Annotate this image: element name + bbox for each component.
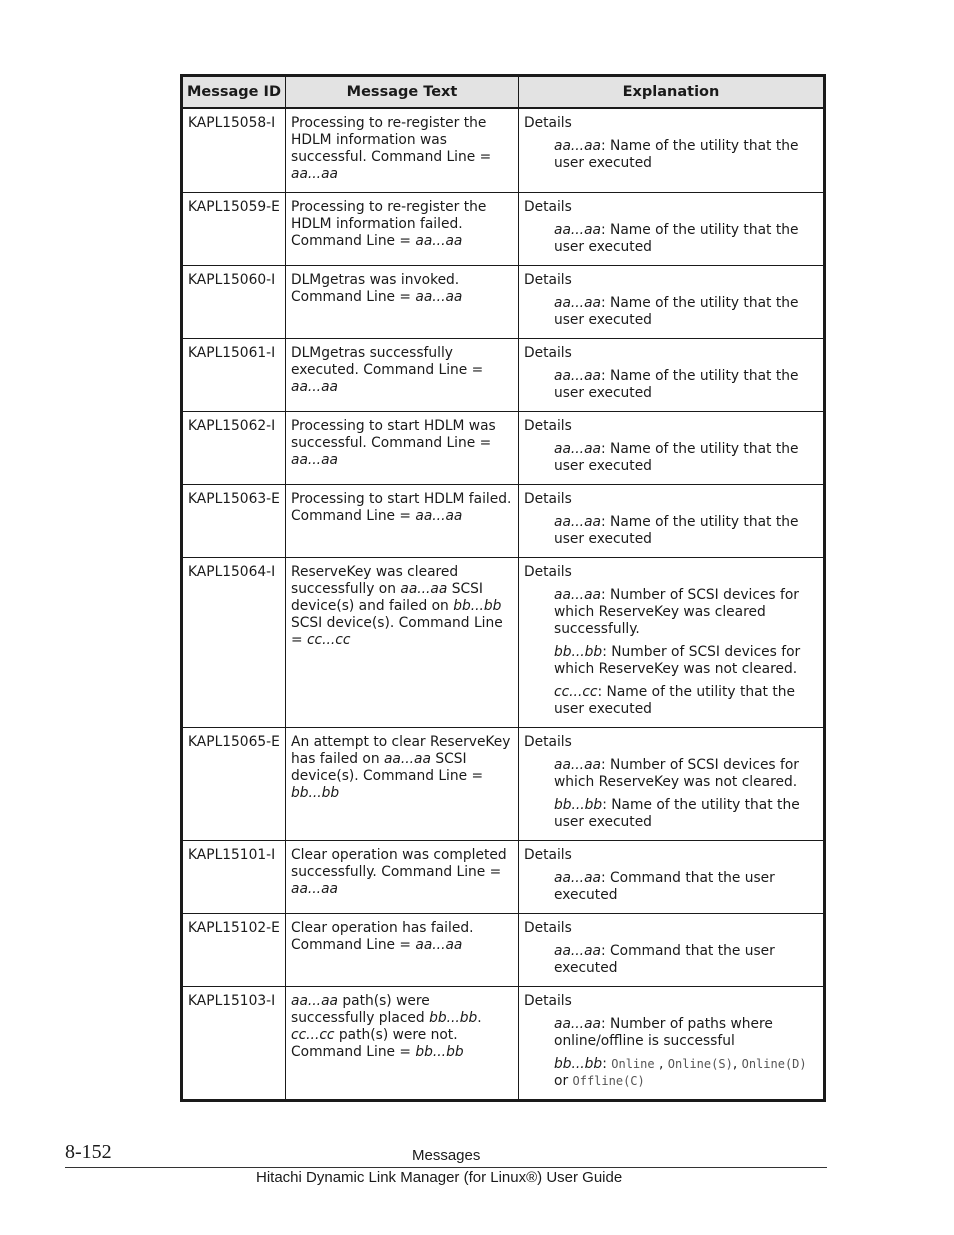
variable-text: aa...aa (291, 166, 338, 182)
message-text-cell (286, 412, 519, 485)
text-run: SCSI device(s) and failed on (291, 581, 483, 614)
message-id-cell: KAPL15058-I (182, 108, 286, 193)
variable-text: bb...bb (453, 598, 502, 614)
explanation-item (554, 1016, 818, 1050)
explanation-cell (519, 339, 825, 412)
message-id-cell: KAPL15101-I (182, 841, 286, 914)
variable-text: aa...aa (554, 441, 601, 457)
code-value: Online(D) (741, 1057, 807, 1071)
text-run: . (477, 1010, 482, 1026)
message-id-cell: KAPL15061-I (182, 339, 286, 412)
text-run: , (732, 1056, 742, 1072)
header-explanation: Explanation (519, 76, 825, 109)
variable-text: cc...cc (554, 684, 598, 700)
code-value: Offline(C) (572, 1074, 645, 1088)
table-row (182, 266, 825, 339)
table-row (182, 841, 825, 914)
text-run: or (554, 1073, 573, 1089)
text-run: Processing to re-register the HDLM information was successful. Command Line = (291, 115, 492, 165)
message-id-cell: KAPL15103-I (182, 987, 286, 1101)
explanation-cell (519, 841, 825, 914)
text-run: An attempt to clear ReserveKey has failed on (291, 734, 511, 767)
variable-text: aa...aa (291, 881, 338, 897)
variable-text: aa...aa (554, 138, 601, 154)
explanation-cell (519, 193, 825, 266)
table-row (182, 339, 825, 412)
details-label: Details (524, 734, 572, 750)
table-row (182, 412, 825, 485)
footer-divider (65, 1167, 827, 1168)
text-run: : Name of the utility that the user executed (554, 441, 799, 474)
explanation-item (554, 797, 818, 831)
explanation-cell (519, 412, 825, 485)
text-run: : Name of the utility that the user executed (554, 514, 799, 547)
text-run: ReserveKey was cleared successfully on (291, 564, 459, 597)
text-run: : (602, 1056, 612, 1072)
variable-text: bb...bb (429, 1010, 478, 1026)
text-run: , (654, 1056, 668, 1072)
messages-table (180, 74, 826, 1102)
table-row (182, 193, 825, 266)
variable-text: aa...aa (400, 581, 448, 597)
variable-text: aa...aa (554, 1016, 601, 1032)
explanation-item (554, 222, 818, 256)
explanation-item (554, 138, 818, 172)
text-run: : Number of SCSI devices for which ReserveKey was not cleared. (554, 757, 799, 790)
message-id-cell: KAPL15060-I (182, 266, 286, 339)
variable-text: aa...aa (383, 751, 431, 767)
details-label: Details (524, 115, 572, 131)
details-label: Details (524, 993, 572, 1009)
text-run: path(s) were successfully placed (291, 993, 430, 1026)
table-row (182, 987, 825, 1101)
variable-text: aa...aa (554, 587, 601, 603)
text-run: : Name of the utility that the user executed (554, 684, 795, 717)
text-run: : Name of the utility that the user executed (554, 222, 799, 255)
explanation-item (554, 1056, 818, 1090)
table-row (182, 108, 825, 193)
message-text-cell (286, 914, 519, 987)
footer-section-title: Messages (412, 1147, 481, 1164)
variable-text: bb...bb (415, 1044, 464, 1060)
message-text-cell (286, 193, 519, 266)
details-label: Details (524, 564, 572, 580)
details-label: Details (524, 272, 572, 288)
text-run: : Number of SCSI devices for which ReserveKey was not cleared. (554, 644, 801, 677)
text-run: SCSI device(s). Command Line = (291, 751, 484, 784)
explanation-cell (519, 266, 825, 339)
details-label: Details (524, 199, 572, 215)
variable-text: aa...aa (554, 514, 601, 530)
text-run: Clear operation has failed. Command Line = (291, 920, 474, 953)
message-text-cell (286, 339, 519, 412)
variable-text: bb...bb (554, 797, 603, 813)
details-label: Details (524, 920, 572, 936)
text-run: : Number of paths where online/offline is successful (554, 1016, 773, 1049)
table-header-row (182, 76, 825, 109)
details-label: Details (524, 345, 572, 361)
text-run: : Command that the user executed (554, 943, 775, 976)
message-text-cell (286, 841, 519, 914)
variable-text: aa...aa (415, 937, 463, 953)
explanation-cell (519, 108, 825, 193)
message-id-cell: KAPL15065-E (182, 728, 286, 841)
variable-text: bb...bb (291, 785, 340, 801)
variable-text: aa...aa (415, 233, 463, 249)
variable-text: aa...aa (554, 368, 601, 384)
variable-text: bb...bb (554, 644, 603, 660)
variable-text: bb...bb (554, 1056, 603, 1072)
text-run: path(s) were not. Command Line = (291, 1027, 458, 1060)
text-run: Processing to start HDLM was successful. Command Line = (291, 418, 496, 451)
explanation-cell (519, 987, 825, 1101)
page-number: 8-152 (65, 1141, 112, 1163)
text-run: : Name of the utility that the user executed (554, 797, 800, 830)
variable-text: aa...aa (554, 943, 601, 959)
message-text-cell (286, 485, 519, 558)
message-id-cell: KAPL15064-I (182, 558, 286, 728)
explanation-item (554, 943, 818, 977)
variable-text: cc...cc (291, 1027, 335, 1043)
message-text-cell (286, 728, 519, 841)
explanation-cell (519, 728, 825, 841)
table-row (182, 728, 825, 841)
code-value: Online(S) (667, 1057, 733, 1071)
table-body (182, 108, 825, 1101)
explanation-cell (519, 485, 825, 558)
variable-text: aa...aa (415, 508, 463, 524)
variable-text: aa...aa (415, 289, 463, 305)
explanation-item (554, 757, 818, 791)
text-run: Clear operation was completed successfully. Command Line = (291, 847, 507, 880)
variable-text: cc...cc (306, 632, 351, 648)
header-message-text: Message Text (286, 76, 519, 109)
variable-text: aa...aa (554, 295, 601, 311)
explanation-item (554, 368, 818, 402)
details-label: Details (524, 847, 572, 863)
explanation-item (554, 441, 818, 475)
message-text-cell (286, 108, 519, 193)
code-value: Online (611, 1057, 655, 1071)
text-run: SCSI device(s). Command Line = (291, 615, 503, 648)
table-row (182, 914, 825, 987)
explanation-cell (519, 558, 825, 728)
message-id-cell: KAPL15059-E (182, 193, 286, 266)
variable-text: aa...aa (291, 993, 338, 1009)
explanation-item (554, 587, 818, 638)
variable-text: aa...aa (291, 452, 338, 468)
variable-text: aa...aa (554, 870, 601, 886)
explanation-item (554, 870, 818, 904)
variable-text: aa...aa (554, 757, 601, 773)
footer-book-title: Hitachi Dynamic Link Manager (for Linux®) User Guide (256, 1169, 623, 1186)
variable-text: aa...aa (291, 379, 338, 395)
message-id-cell: KAPL15062-I (182, 412, 286, 485)
details-label: Details (524, 491, 572, 507)
explanation-item (554, 644, 818, 678)
message-text-cell (286, 987, 519, 1101)
text-run: Processing to start HDLM failed. Command Line = (291, 491, 512, 524)
text-run: : Name of the utility that the user executed (554, 295, 799, 328)
text-run: : Number of SCSI devices for which ReserveKey was cleared successfully. (554, 587, 799, 637)
message-text-cell (286, 558, 519, 728)
message-id-cell: KAPL15063-E (182, 485, 286, 558)
text-run: : Name of the utility that the user executed (554, 138, 799, 171)
header-message-id: Message ID (182, 76, 286, 109)
message-id-cell: KAPL15102-E (182, 914, 286, 987)
explanation-cell (519, 914, 825, 987)
text-run: DLMgetras was invoked. Command Line = (291, 272, 460, 305)
table-row (182, 485, 825, 558)
text-run: : Name of the utility that the user executed (554, 368, 799, 401)
explanation-item (554, 295, 818, 329)
message-text-cell (286, 266, 519, 339)
explanation-item (554, 514, 818, 548)
table-row (182, 558, 825, 728)
text-run: : Command that the user executed (554, 870, 775, 903)
text-run: Processing to re-register the HDLM information failed. Command Line = (291, 199, 487, 249)
details-label: Details (524, 418, 572, 434)
explanation-item (554, 684, 818, 718)
text-run: DLMgetras successfully executed. Command Line = (291, 345, 484, 378)
variable-text: aa...aa (554, 222, 601, 238)
